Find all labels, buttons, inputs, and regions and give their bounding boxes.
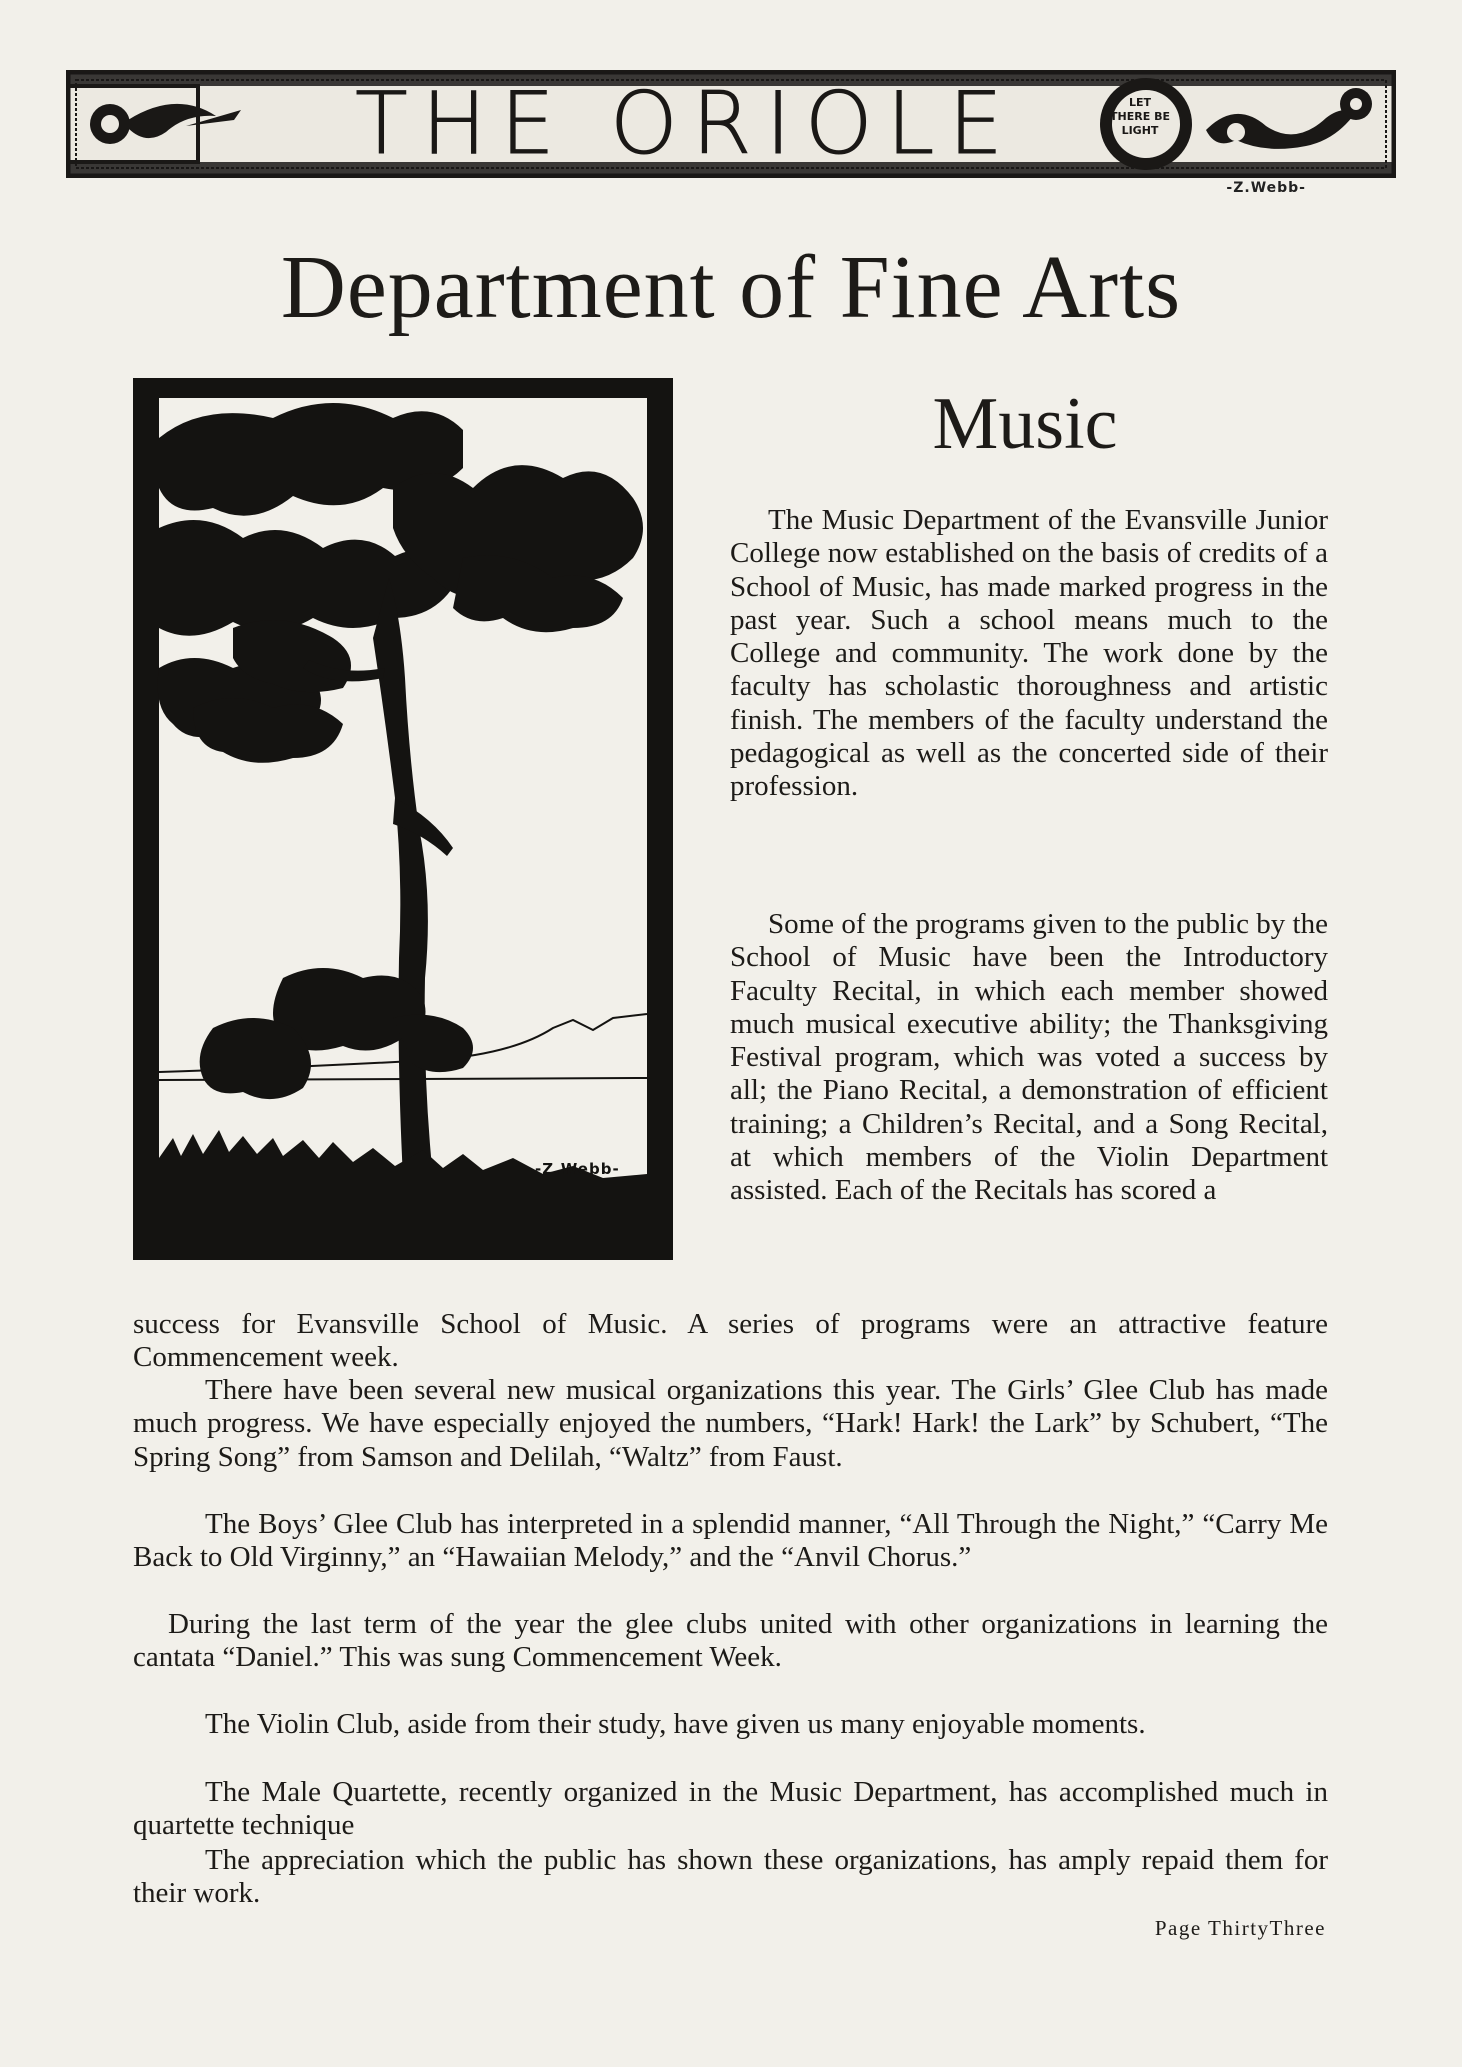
illustration-artist-signature: -Z.Webb- bbox=[535, 1160, 620, 1178]
paragraph-2: Some of the programs given to the public by the School of Music have been the Introductory Faculty Recital, in which each member showed much musical executive ability; the Thanksgiving Festival program, which was voted a success by all; the Piano Recital, a demonstration of efficient training; a Children’s Recital, and a Song Recital, at which members of the Violin Department assisted. Each of the Recitals has scored a bbox=[730, 908, 1328, 1207]
page-number: Page ThirtyThree bbox=[1154, 1916, 1326, 1940]
paragraph-5: During the last term of the year the glee clubs united with other organizations in learning the cantata “Daniel.” This was sung Commencement Week. bbox=[133, 1608, 1328, 1674]
tree-woodcut bbox=[133, 378, 673, 1260]
paragraph-6: The Violin Club, aside from their study, have given us many enjoyable moments. bbox=[205, 1708, 1146, 1740]
paragraph-7: The Male Quartette, recently organized in the Music Department, has accomplished much in quartette technique bbox=[133, 1776, 1328, 1842]
banner-artist-signature: -Z.Webb- bbox=[1226, 180, 1306, 196]
section-title: Music bbox=[932, 383, 1118, 465]
paragraph-8: The appreciation which the public has shown these organizations, has amply repaid them for their work. bbox=[133, 1844, 1328, 1910]
paragraph-3: There have been several new musical organizations this year. The Girls’ Glee Club has made much progress. We have especially enjoyed the numbers, “Hark! Hark! the Lark” by Schubert, “The Spring Song” from Samson and Delilah, “Waltz” from Faust. bbox=[133, 1374, 1328, 1473]
banner-title: THE ORIOLE bbox=[355, 74, 1017, 174]
paragraph-2-continued: success for Evansville School of Music. A series of programs were an attractive feature Commencement week. bbox=[133, 1308, 1328, 1374]
paragraph-4: The Boys’ Glee Club has interpreted in a splendid manner, “All Through the Night,” “Carry Me Back to Old Virginny,” an “Hawaiian Melody,” and the “Anvil Chorus.” bbox=[133, 1508, 1328, 1574]
college-seal bbox=[1110, 96, 1170, 138]
header-banner bbox=[66, 70, 1396, 178]
seal-line: THERE BE bbox=[1110, 110, 1170, 123]
page-title: Department of Fine Arts bbox=[280, 238, 1182, 337]
paragraph-1: The Music Department of the Evansville Junior College now established on the basis of credits of a School of Music, has made marked progress in the past year. Such a school means much to the College and community. The work done by the faculty has scholastic thoroughness and artistic finish. The members of the faculty understand the pedagogical as well as the concerted side of their profession. bbox=[730, 504, 1328, 803]
seal-line: LIGHT bbox=[1121, 124, 1159, 137]
seal-line: LET bbox=[1128, 96, 1152, 109]
tree-illustration bbox=[133, 378, 673, 1260]
